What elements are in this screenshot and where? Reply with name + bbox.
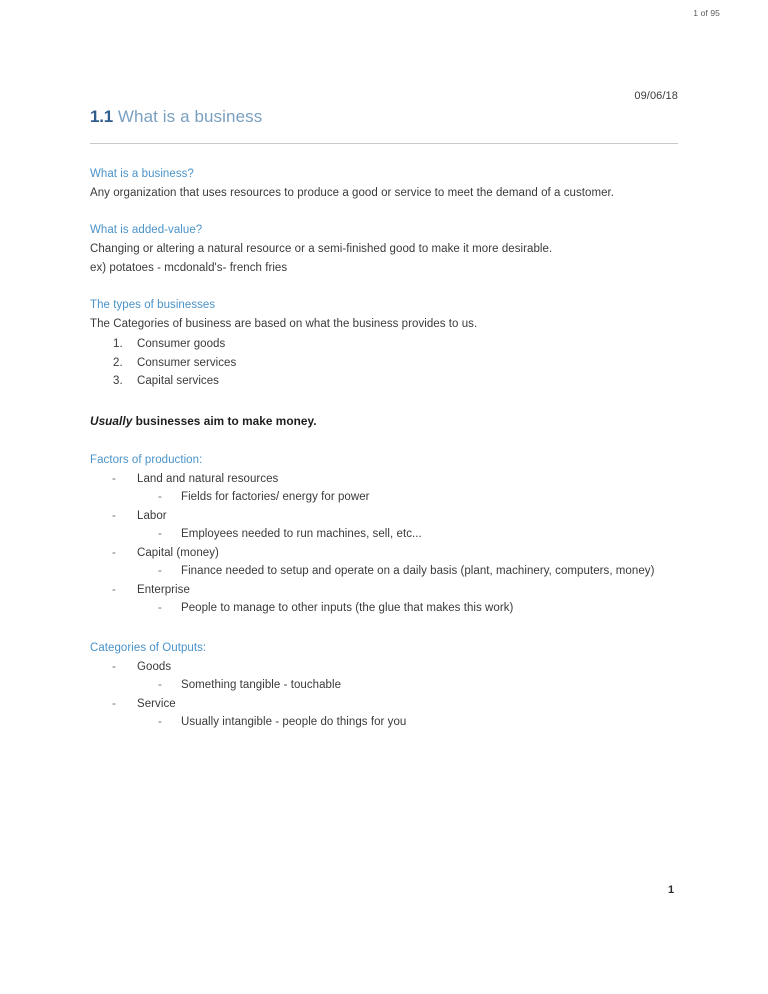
sub-list-item-label: People to manage to other inputs (the glue that makes this work) <box>181 602 514 614</box>
dash-marker: - <box>158 528 162 540</box>
list-item-label: Capital services <box>137 375 219 387</box>
list-item <box>90 695 690 732</box>
list-item-label: Enterprise <box>137 583 190 596</box>
sub-list-item-label: Usually intangible - people do things for you <box>181 716 407 728</box>
section-heading: What is a business? <box>90 168 194 180</box>
dash-marker: - <box>112 583 116 596</box>
list-marker: 1. <box>113 338 123 350</box>
spacer <box>90 430 690 452</box>
list-item-label: Consumer goods <box>137 338 226 350</box>
list-item-label: Land and natural resources <box>137 472 279 485</box>
sub-list-item <box>137 676 690 695</box>
list-item <box>90 335 690 354</box>
list-item <box>90 354 690 373</box>
list-item-label: Goods <box>137 660 172 673</box>
section-heading: The types of businesses <box>90 299 216 311</box>
sub-list <box>137 562 690 581</box>
spacer <box>90 391 690 413</box>
factors-of-production-list <box>90 470 690 618</box>
page-title <box>90 106 678 128</box>
emphasis-italic-word: Usually <box>90 413 133 428</box>
section-heading: Factors of production: <box>90 453 203 466</box>
list-item <box>90 544 690 581</box>
sub-list <box>137 676 690 695</box>
dash-marker: - <box>158 602 162 614</box>
sub-list-item <box>137 713 690 732</box>
section-what-is-added-value <box>90 222 690 277</box>
list-item-label: Capital (money) <box>137 546 219 559</box>
spacer <box>90 277 690 297</box>
dash-marker: - <box>112 546 116 559</box>
sub-list-item-label: Something tangible - touchable <box>181 679 342 691</box>
list-item <box>90 507 690 544</box>
section-body: The Categories of business are based on what the business provides to us. <box>90 318 478 330</box>
section-body: Any organization that uses resources to produce a good or service to meet the demand of a customer. <box>90 187 615 199</box>
section-heading: What is added-value? <box>90 224 203 236</box>
list-item <box>90 581 690 618</box>
emphasis-rest: businesses aim to make money. <box>132 413 317 428</box>
list-item-label: Labor <box>137 509 167 522</box>
section-body-line-1: Changing or altering a natural resource or a semi-finished good to make it more desirable. <box>90 243 553 255</box>
dash-marker: - <box>112 472 116 485</box>
list-item <box>90 372 690 391</box>
section-factors-of-production <box>90 452 690 618</box>
dash-marker: - <box>112 509 116 522</box>
list-item <box>90 658 690 695</box>
document-date: 09/06/18 <box>634 90 678 102</box>
list-marker: 3. <box>113 375 123 387</box>
sub-list-item <box>137 488 690 507</box>
dash-marker: - <box>158 679 162 691</box>
section-body-line-2: ex) potatoes - mcdonald's- french fries <box>90 262 288 274</box>
section-heading: Categories of Outputs: <box>90 641 207 654</box>
page-title-text: What is a business <box>113 107 263 126</box>
footer-page-number: 1 <box>668 884 675 896</box>
page-title-number: 1.1 <box>90 107 114 126</box>
sub-list-item-label: Employees needed to run machines, sell, etc... <box>181 528 422 540</box>
list-item <box>90 470 690 507</box>
sub-list-item-label: Finance needed to setup and operate on a daily basis (plant, machinery, computers, money) <box>181 565 655 577</box>
dash-marker: - <box>112 697 116 710</box>
sub-list-item-label: Fields for factories/ energy for power <box>181 491 370 503</box>
sub-list-item <box>137 599 690 618</box>
running-header-page-indicator: 1 of 95 <box>693 8 720 18</box>
sub-list-item <box>137 525 690 544</box>
sub-list <box>137 525 690 544</box>
dash-marker: - <box>158 565 162 577</box>
list-item-label: Consumer services <box>137 356 237 369</box>
emphasis-statement <box>90 413 690 430</box>
sub-list <box>137 599 690 618</box>
spacer <box>90 202 690 222</box>
title-divider <box>90 143 678 144</box>
dash-marker: - <box>158 716 162 728</box>
dash-marker: - <box>158 491 162 503</box>
section-types-of-businesses <box>90 297 690 391</box>
sub-list <box>137 488 690 507</box>
sub-list-item <box>137 562 690 581</box>
document-content <box>90 166 690 732</box>
section-categories-of-outputs <box>90 640 690 732</box>
types-of-businesses-list <box>90 335 690 391</box>
categories-of-outputs-list <box>90 658 690 732</box>
list-marker: 2. <box>113 356 123 369</box>
section-what-is-a-business <box>90 166 690 202</box>
list-item-label: Service <box>137 697 176 710</box>
sub-list <box>137 713 690 732</box>
dash-marker: - <box>112 660 116 673</box>
spacer <box>90 618 690 640</box>
